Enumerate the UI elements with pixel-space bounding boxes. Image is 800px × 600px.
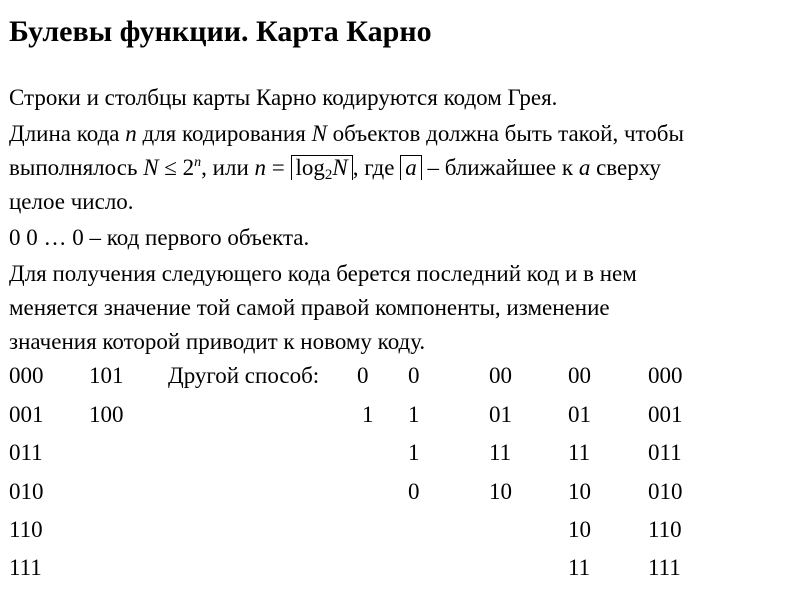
code-cell: 0	[357, 363, 369, 388]
paragraph-line	[9, 151, 684, 185]
code-cell: 10	[489, 479, 512, 504]
paragraph-line: значения которой приводит к новому коду.	[9, 329, 426, 354]
code-cell: 0	[408, 479, 420, 504]
code-cell: 010	[9, 479, 44, 504]
math-var: a	[405, 155, 417, 180]
code-cell: 111	[9, 555, 42, 580]
code-cell: 01	[568, 402, 591, 427]
paragraph-line: Для получения следующего кода берется последний код и в нем	[9, 261, 637, 286]
paragraph-line	[9, 185, 684, 219]
math-subscript: 2	[324, 167, 333, 183]
code-cell: 11	[568, 555, 591, 580]
math-var: n	[125, 121, 137, 146]
code-cell: 000	[9, 363, 44, 388]
page-title: Булевы функции. Карта Карно	[9, 15, 432, 48]
code-cell: 110	[9, 517, 43, 542]
ceiling-bracket	[291, 155, 353, 183]
paragraph-first-code	[9, 221, 309, 255]
text: , где	[352, 155, 401, 180]
math-var: N	[143, 155, 159, 180]
paragraph-line	[9, 117, 684, 151]
text: выполнялось	[9, 155, 144, 180]
code-cell: 100	[89, 402, 124, 427]
code-cell: 10	[568, 479, 591, 504]
math-func: log	[295, 155, 325, 180]
math-var: N	[311, 121, 327, 146]
text: Длина кода	[9, 121, 126, 146]
code-cell: 001	[648, 402, 683, 427]
paragraph-text: 0 0 … 0 – код первого объекта.	[9, 225, 310, 250]
text: =	[266, 155, 291, 180]
text: – ближайшее к	[421, 155, 579, 180]
other-method-label: Другой способ:	[168, 363, 320, 388]
paragraph-gray-code	[9, 81, 557, 115]
text: для кодирования	[136, 121, 312, 146]
code-cell: 010	[648, 479, 683, 504]
math-superscript: n	[194, 155, 202, 170]
code-cell: 000	[648, 363, 683, 388]
code-cell: 110	[648, 517, 682, 542]
code-cell: 10	[568, 517, 591, 542]
code-cell: 001	[9, 402, 44, 427]
math-var: n	[254, 155, 267, 180]
code-cell: 00	[568, 363, 591, 388]
paragraph-text: Строки и столбцы карты Карно кодируются кодом Грея.	[9, 85, 558, 110]
paragraph-line: меняется значение той самой правой компоненты, изменение	[9, 295, 610, 320]
code-cell: 0	[408, 363, 420, 388]
text: , или	[201, 155, 255, 180]
code-cell: 11	[568, 440, 591, 465]
math-var: a	[578, 155, 591, 180]
code-cell: 101	[89, 363, 124, 388]
paragraph-next-code	[9, 257, 637, 359]
text: ≤ 2	[158, 155, 195, 180]
text: объектов должна быть такой, чтобы	[326, 121, 684, 146]
text: целое число.	[9, 189, 134, 214]
code-cell: 1	[408, 402, 420, 427]
code-cell: 11	[489, 440, 512, 465]
ceiling-bracket	[400, 155, 422, 180]
text: сверху	[590, 155, 661, 180]
paragraph-code-length	[9, 117, 684, 219]
code-cell: 1	[408, 440, 420, 465]
math-var: N	[332, 155, 348, 180]
code-cell: 011	[9, 440, 43, 465]
code-cell: 011	[648, 440, 682, 465]
code-cell: 1	[362, 402, 374, 427]
code-cell: 111	[648, 555, 681, 580]
code-cell: 01	[489, 402, 512, 427]
code-cell: 00	[489, 363, 512, 388]
